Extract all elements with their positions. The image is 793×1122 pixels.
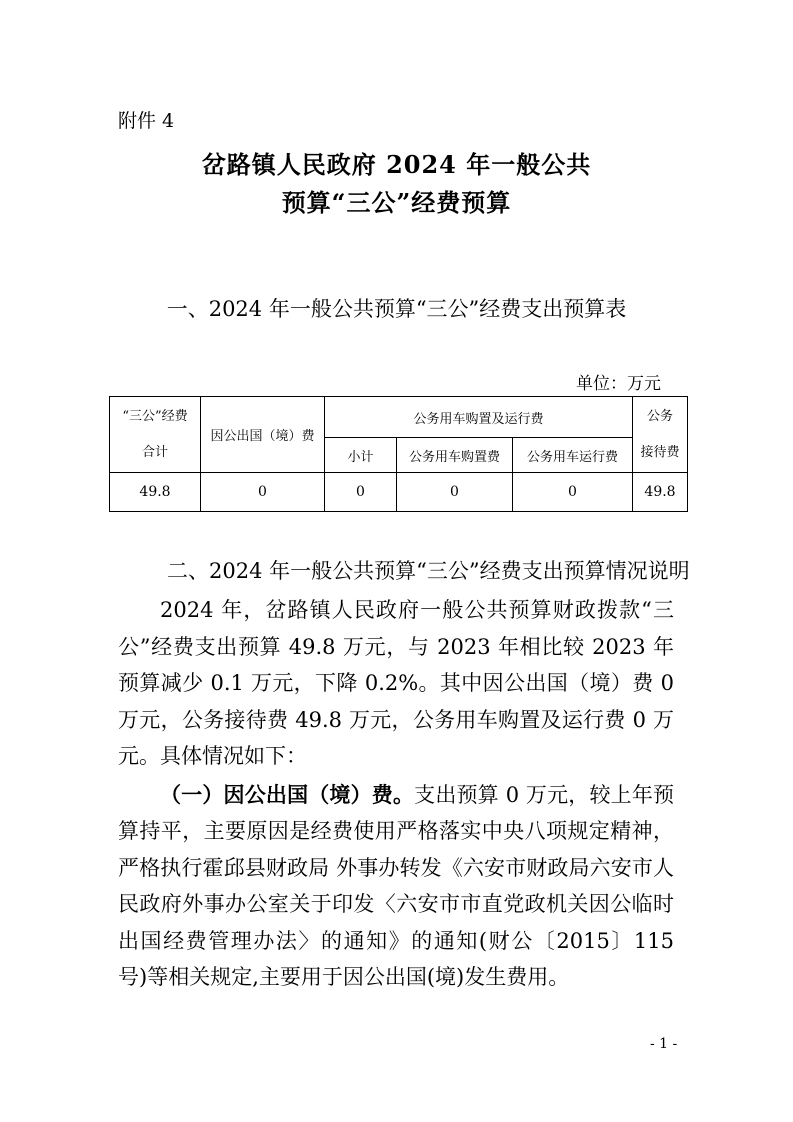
document-title-line-2: 预算“三公”经费预算 xyxy=(281,188,512,217)
section-2-heading: 二、2024 年一般公共预算“三公”经费支出预算情况说明 xyxy=(167,559,690,583)
section-1-heading: 一、2024 年一般公共预算“三公”经费支出预算表 xyxy=(166,297,627,321)
unit-label: 单位：万元 xyxy=(576,374,661,394)
header-reception-top: 公务 xyxy=(646,408,673,424)
cell-abroad: 0 xyxy=(201,473,325,512)
paragraph-2-heading: （一）因公出国（境）费。 xyxy=(160,781,415,807)
header-reception-bottom: 接待费 xyxy=(640,444,680,460)
paragraph-2-text: 支出预算 0 万元，较上年预算持平，主要原因是经费使用严格落实中央八项规定精神，严格执行霍邱县财政局 外事办转发《六安市财政局六安市人民政府外事办公室关于印发〈六安市市直党政机关因公临时出国经费管理办法〉的通知》的通知(财公〔2015〕115 号)等相关规定,主要用于因公出国(境)发生费用。 xyxy=(118,782,674,989)
header-abroad: 因公出国（境）费 xyxy=(201,397,325,473)
paragraph-1: 2024 年，岔路镇人民政府一般公共预算财政拨款“三公”经费支出预算 49.8 万元，与 2023 年相比较 2023 年预算减少 0.1 万元，下降 0.2%。其中因公出国（境）费 0 万元，公务接待费 49.8 万元，公务用车购置及运行费 0 万元。具体情况如下： xyxy=(118,598,674,768)
cell-vehicle-operation: 0 xyxy=(513,473,633,512)
paragraph-2 xyxy=(118,777,674,996)
header-total-bottom: 合计 xyxy=(141,444,168,460)
cell-reception: 49.8 xyxy=(633,473,688,512)
budget-table xyxy=(109,396,688,512)
cell-total: 49.8 xyxy=(110,473,201,512)
table-row xyxy=(110,473,688,512)
cell-vehicle-purchase: 0 xyxy=(397,473,513,512)
header-reception xyxy=(633,397,688,473)
header-subtotal: 小计 xyxy=(325,438,397,473)
header-vehicle-group: 公务用车购置及运行费 xyxy=(325,397,633,438)
attachment-label: 附件 4 xyxy=(118,110,175,132)
header-vehicle-operation: 公务用车运行费 xyxy=(513,438,633,473)
page-number: - 1 - xyxy=(650,1036,678,1052)
cell-subtotal: 0 xyxy=(325,473,397,512)
header-vehicle-purchase: 公务用车购置费 xyxy=(397,438,513,473)
header-total xyxy=(110,397,201,473)
header-total-top: “三公”经费 xyxy=(122,408,188,424)
body-text xyxy=(118,592,674,996)
document-title-line-1: 岔路镇人民政府 2024 年一般公共 xyxy=(201,150,592,179)
